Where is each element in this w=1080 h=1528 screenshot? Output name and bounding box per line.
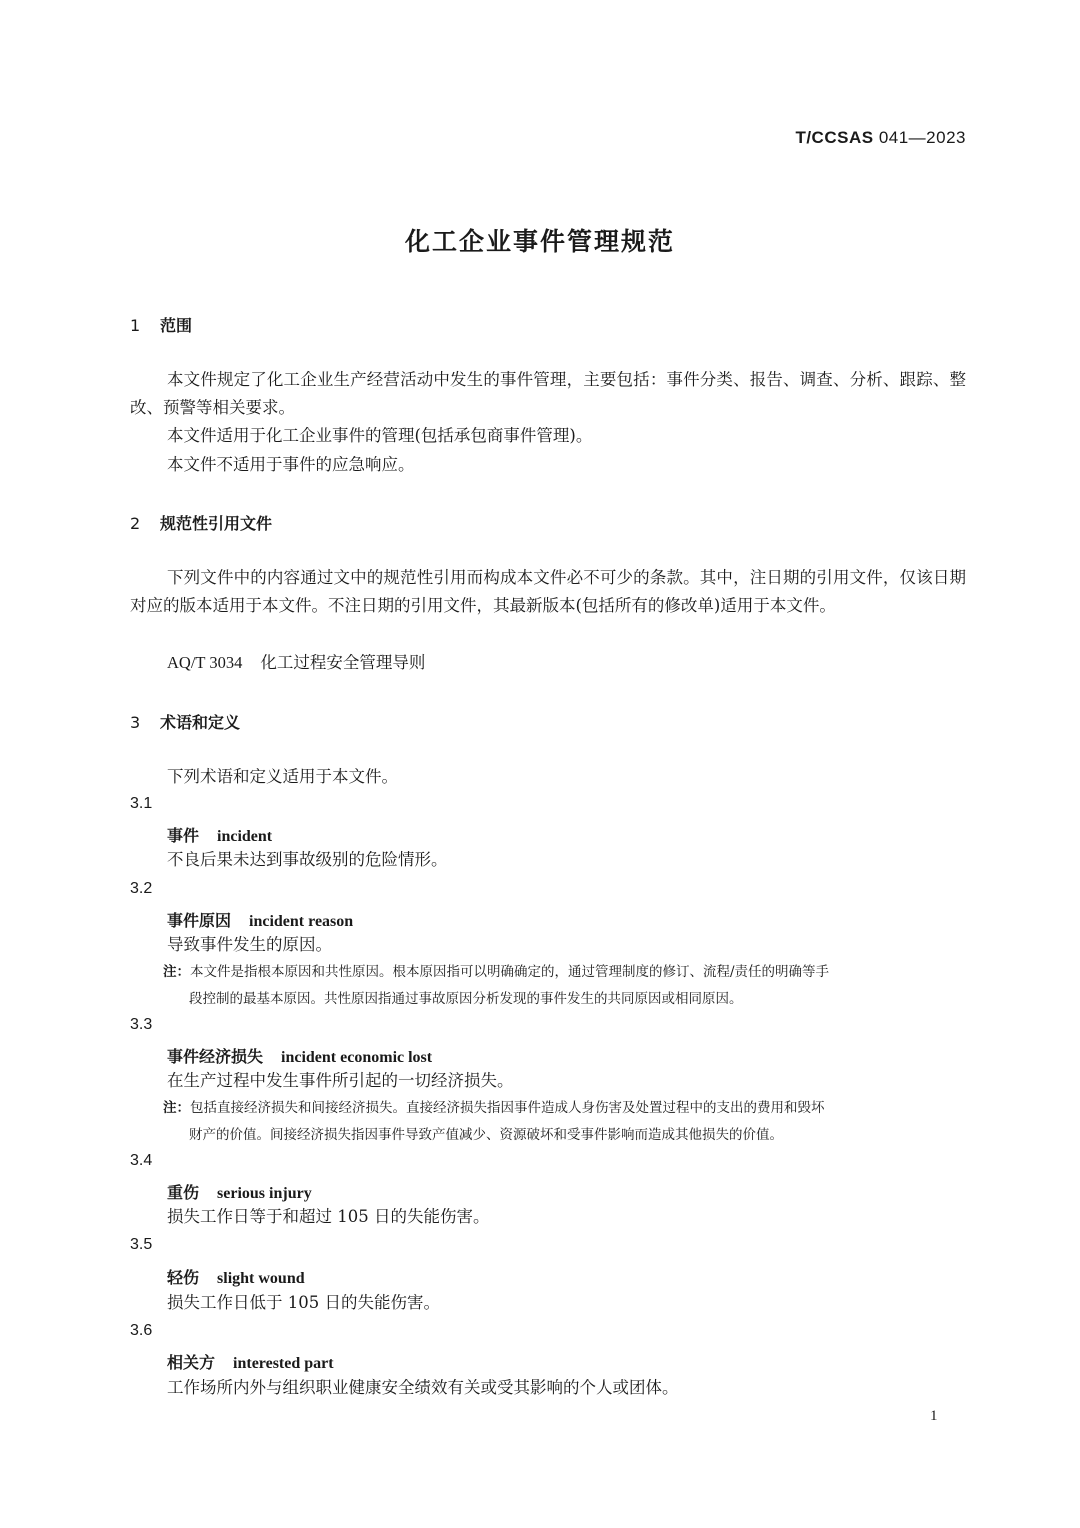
note-text-line-2: 财产的价值。间接经济损失指因事件导致产值减少、资源破坏和受事件影响而造成其他损失的价值。	[189, 1127, 783, 1143]
references-paragraph: 下列文件中的内容通过文中的规范性引用而构成本文件必不可少的条款。其中，注日期的引用文件，仅该日期对应的版本适用于本文件。不注日期的引用文件，其最新版本(包括所有的修改单)适用于本文件。	[130, 568, 966, 615]
term-zh: 事件	[167, 826, 200, 845]
term-entry	[167, 1180, 312, 1203]
term-entry	[167, 1350, 334, 1373]
scope-paragraph-1: 本文件规定了化工企业生产经营活动中发生的事件管理，主要包括：事件分类、报告、调查、分析、跟踪、整改、预警等相关要求。	[130, 370, 966, 417]
section-title: 术语和定义	[160, 713, 241, 732]
section-number: 3	[130, 713, 141, 732]
term-en: incident	[217, 828, 273, 845]
section-3-heading	[130, 710, 240, 733]
section-number: 2	[130, 514, 141, 533]
page-number: 1	[930, 1408, 938, 1424]
clause-number: 3.4	[130, 1152, 153, 1169]
term-definition: 导致事件发生的原因。	[167, 935, 332, 954]
reference-code: AQ/T 3034	[167, 653, 243, 672]
term-entry	[167, 1265, 305, 1288]
term-en: incident reason	[249, 913, 354, 930]
term-definition: 在生产过程中发生事件所引起的一切经济损失。	[167, 1071, 514, 1090]
section-2-heading	[130, 511, 272, 534]
term-zh: 事件经济损失	[167, 1047, 264, 1066]
section-title: 范围	[160, 316, 193, 335]
term-entry	[167, 908, 353, 931]
clause-number: 3.6	[130, 1322, 153, 1339]
term-en: serious injury	[217, 1185, 312, 1202]
reference-title: 化工过程安全管理导则	[260, 653, 426, 672]
term-en: incident economic lost	[281, 1049, 433, 1066]
clause-number: 3.2	[130, 880, 153, 897]
standard-code	[795, 128, 966, 148]
term-definition: 损失工作日低于 105 日的失能伤害。	[167, 1293, 440, 1312]
term-note	[163, 959, 966, 1013]
standard-prefix: T/CCSAS	[795, 128, 874, 147]
term-entry	[167, 823, 272, 846]
clause-number: 3.1	[130, 795, 153, 812]
section-title: 规范性引用文件	[160, 514, 273, 533]
term-zh: 重伤	[167, 1183, 200, 1202]
note-label: 注：	[163, 1100, 190, 1116]
term-note	[163, 1095, 966, 1149]
document-title: 化工企业事件管理规范	[404, 227, 675, 256]
clause-number: 3.3	[130, 1016, 153, 1033]
scope-paragraph-2: 本文件适用于化工企业事件的管理(包括承包商事件管理)。	[167, 426, 593, 445]
term-definition: 工作场所内外与组织职业健康安全绩效有关或受其影响的个人或团体。	[167, 1378, 679, 1397]
note-label: 注：	[163, 964, 190, 980]
note-text-line-2: 段控制的最基本原因。共性原因指通过事故原因分析发现的事件发生的共同原因或相同原因。	[189, 991, 743, 1007]
term-zh: 轻伤	[167, 1268, 200, 1287]
section-number: 1	[130, 316, 141, 335]
term-definition: 损失工作日等于和超过 105 日的失能伤害。	[167, 1207, 490, 1226]
term-entry	[167, 1044, 432, 1067]
note-text-line-1: 包括直接经济损失和间接经济损失。直接经济损失指因事件造成人身伤害及处置过程中的支出的费用和毁坏	[190, 1100, 825, 1116]
term-en: slight wound	[217, 1270, 305, 1287]
term-zh: 相关方	[167, 1353, 216, 1372]
section-1-heading	[130, 313, 192, 336]
note-text-line-1: 本文件是指根本原因和共性原因。根本原因指可以明确确定的，通过管理制度的修订、流程/责任的明确等手	[190, 964, 830, 980]
standard-number: 041—2023	[878, 128, 966, 147]
reference-entry	[167, 649, 425, 677]
terms-intro: 下列术语和定义适用于本文件。	[167, 767, 398, 786]
term-definition: 不良后果未达到事故级别的危险情形。	[167, 850, 448, 869]
clause-number: 3.5	[130, 1236, 153, 1253]
term-en: interested part	[233, 1355, 334, 1372]
scope-paragraph-3: 本文件不适用于事件的应急响应。	[167, 455, 415, 474]
term-zh: 事件原因	[167, 911, 232, 930]
